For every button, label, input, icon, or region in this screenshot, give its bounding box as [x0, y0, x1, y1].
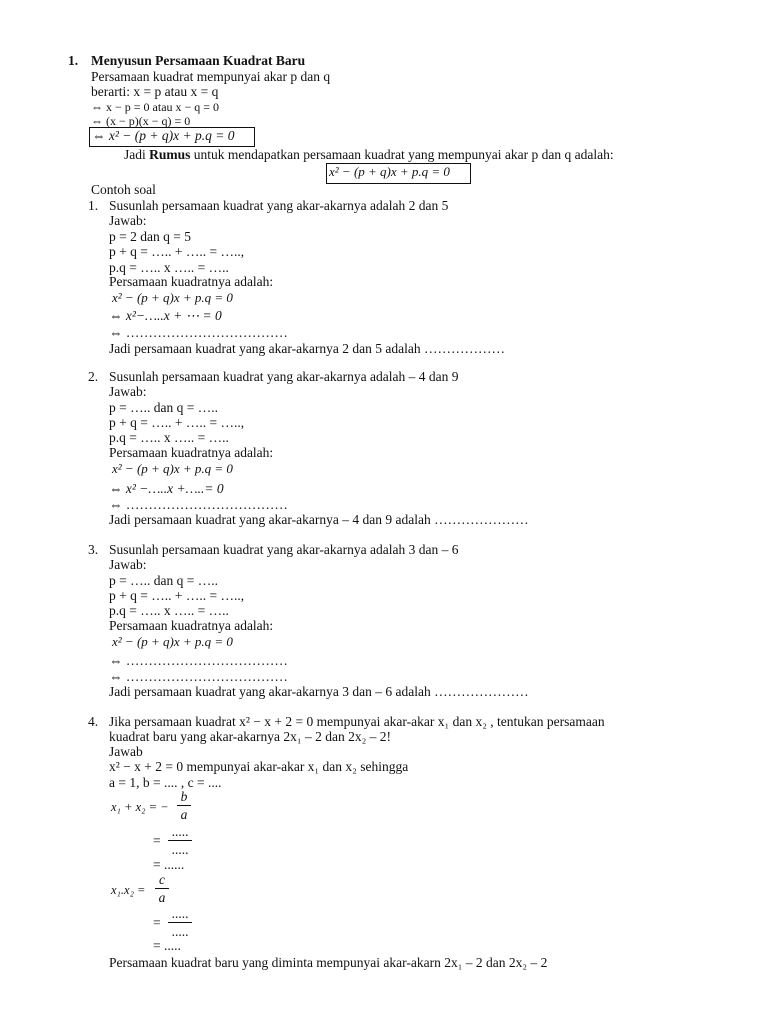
section-number: 1. — [68, 53, 79, 68]
ex2-line-3: p.q = ….. x ….. = ….. — [109, 430, 229, 445]
ex2-line-5: x² − (p + q)x + p.q = 0 — [112, 461, 233, 476]
ex3-line-4: Persamaan kuadratnya adalah: — [109, 618, 274, 633]
ex1-line-2: p + q = ….. + ….. = ….., — [109, 244, 245, 259]
ex3-line-6: ⇔ ……………………………… — [109, 653, 288, 668]
ex3-jawab: Jawab: — [109, 557, 147, 572]
ex2-line-6: ⇔ x² −…..x +…..= 0 — [109, 481, 224, 496]
ex1-jawab: Jawab: — [109, 213, 147, 228]
fraction-bar — [155, 888, 169, 889]
ex3-line-5: x² − (p + q)x + p.q = 0 — [112, 634, 233, 649]
ex4-line-1: x² − x + 2 = 0 mempunyai akar-akar x₁ dan x₂ sehingga — [109, 759, 409, 774]
step-3: ⇔ (x − p)(x − q) = 0 — [91, 114, 191, 128]
formula: x² − (p + q)x + p.q = 0 — [329, 164, 450, 179]
ex1-line-4: Persamaan kuadratnya adalah: — [109, 274, 274, 289]
section-title: Menyusun Persamaan Kuadrat Baru — [91, 53, 306, 68]
ex2-line-7: ⇔ ……………………………… — [109, 497, 288, 512]
examples-title: Contoh soal — [91, 182, 156, 197]
ex4-jawab: Jawab — [109, 744, 143, 759]
ex2-number: 2. — [88, 369, 99, 384]
ex4-question-line-2: kuadrat baru yang akar-akarnya 2x₁ – 2 dan 2x₂ – 2! — [109, 729, 392, 744]
ex1-question: Susunlah persamaan kuadrat yang akar-akarnya adalah 2 dan 5 — [109, 198, 449, 213]
summary-post: untuk mendapatkan persamaan kuadrat yang mempunyai akar p dan q adalah: — [190, 147, 614, 162]
ex4-sum-eq: = — [153, 833, 161, 848]
ex2-question: Susunlah persamaan kuadrat yang akar-akarnya adalah – 4 dan 9 — [109, 369, 459, 384]
ex4-prod-blank-num: ..... — [171, 906, 189, 921]
ex4-number: 4. — [88, 714, 99, 729]
ex1-line-1: p = 2 dan q = 5 — [109, 229, 191, 244]
ex4-sum-result: = ...... — [153, 857, 185, 872]
summary-bold: Rumus — [149, 147, 191, 162]
ex2-conclusion: Jadi persamaan kuadrat yang akar-akarnya – 4 dan 9 adalah ………………… — [109, 512, 529, 527]
ex1-line-6: ⇔ x²−…..x + ⋯ = 0 — [109, 308, 222, 323]
ex4-prod-lhs: x₁.x₂ = — [111, 883, 146, 897]
ex4-sum-lhs: x₁ + x₂ = − — [111, 800, 169, 814]
fraction-bar — [177, 805, 191, 806]
ex4-sum-blank-den: ..... — [171, 842, 189, 857]
ex3-line-2: p + q = ….. + ….. = ….., — [109, 588, 245, 603]
step-1: berarti: x = p atau x = q — [91, 84, 219, 99]
ex1-line-5: x² − (p + q)x + p.q = 0 — [112, 290, 233, 305]
ex1-line-3: p.q = ….. x ….. = ….. — [109, 260, 229, 275]
ex4-sum-denominator: a — [180, 807, 188, 822]
step-2: ⇔ x − p = 0 atau x − q = 0 — [91, 100, 220, 114]
ex2-line-1: p = ….. dan q = ….. — [109, 400, 218, 415]
ex2-line-2: p + q = ….. + ….. = ….., — [109, 415, 245, 430]
summary-pre: Jadi — [124, 147, 150, 162]
ex4-final: Persamaan kuadrat baru yang diminta mempunyai akar-akarn 2x₁ – 2 dan 2x₂ – 2 — [109, 955, 548, 970]
summary-line — [124, 147, 614, 163]
ex1-number: 1. — [88, 198, 99, 213]
ex4-sum-blank-num: ..... — [171, 824, 189, 839]
ex4-question-line-1: Jika persamaan kuadrat x² − x + 2 = 0 mempunyai akar-akar x₁ dan x₂ , tentukan persamaan — [109, 714, 605, 729]
ex4-prod-blank-den: ..... — [171, 924, 189, 939]
section-intro: Persamaan kuadrat mempunyai akar p dan q — [91, 69, 331, 84]
ex4-sum-blank-fraction — [168, 824, 192, 857]
ex4-prod-result: = ..... — [153, 938, 181, 953]
ex2-line-4: Persamaan kuadratnya adalah: — [109, 445, 274, 460]
ex3-line-3: p.q = ….. x ….. = ….. — [109, 603, 229, 618]
ex1-line-7: ⇔ ……………………………… — [109, 325, 288, 340]
step-4: ⇔ x² − (p + q)x + p.q = 0 — [92, 128, 235, 143]
fraction-bar — [168, 922, 192, 923]
ex2-jawab: Jawab: — [109, 384, 147, 399]
ex3-conclusion: Jadi persamaan kuadrat yang akar-akarnya 3 dan – 6 adalah ………………… — [109, 684, 529, 699]
ex3-line-1: p = ….. dan q = ….. — [109, 573, 218, 588]
ex3-line-7: ⇔ ……………………………… — [109, 669, 288, 684]
ex4-sum-fraction — [177, 789, 191, 822]
ex3-question: Susunlah persamaan kuadrat yang akar-akarnya adalah 3 dan – 6 — [109, 542, 459, 557]
ex4-sum-numerator: b — [180, 789, 188, 804]
ex4-line-2: a = 1, b = .... , c = .... — [109, 775, 222, 790]
ex4-prod-numerator: c — [159, 872, 165, 887]
ex1-conclusion: Jadi persamaan kuadrat yang akar-akarnya 2 dan 5 adalah ……………… — [109, 341, 505, 356]
ex4-prod-denominator: a — [158, 890, 166, 905]
ex3-number: 3. — [88, 542, 99, 557]
ex4-prod-fraction — [155, 872, 169, 905]
ex4-prod-eq: = — [153, 915, 161, 930]
fraction-bar — [168, 840, 192, 841]
ex4-prod-blank-fraction — [168, 906, 192, 939]
